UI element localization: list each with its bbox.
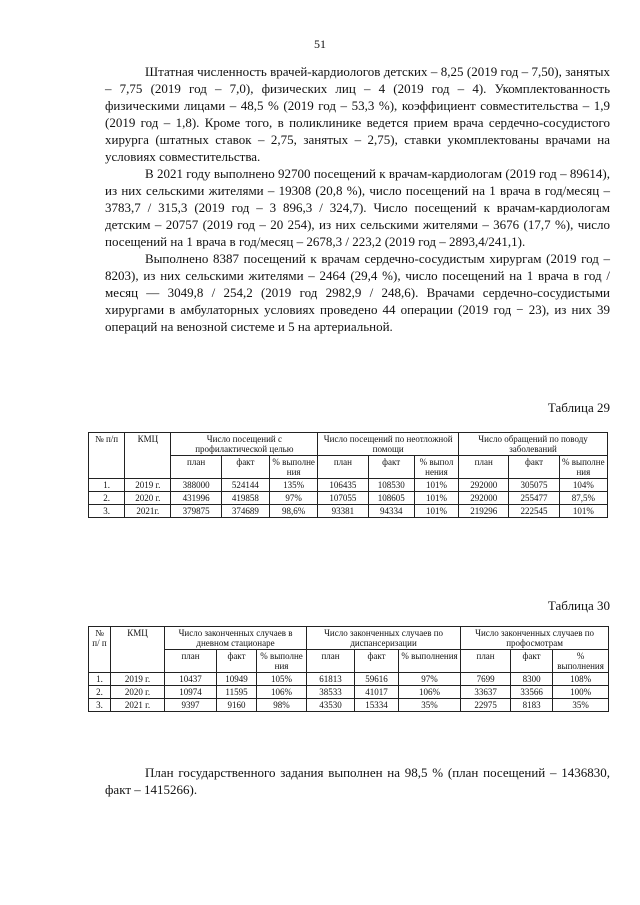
value-cell: 106% bbox=[399, 686, 461, 699]
page-number: 51 bbox=[314, 37, 326, 51]
value-cell: 419858 bbox=[221, 492, 269, 505]
header-emergency-visits: Число посещений по неотложной помощи bbox=[318, 433, 459, 456]
value-cell: 33566 bbox=[511, 686, 553, 699]
value-cell: 106% bbox=[257, 686, 307, 699]
header-percent: % выполне ния bbox=[257, 650, 307, 673]
value-cell: 108530 bbox=[368, 479, 414, 492]
value-cell: 222545 bbox=[509, 505, 559, 518]
value-cell: 135% bbox=[270, 479, 318, 492]
header-number: № п/п bbox=[89, 433, 125, 479]
table-row bbox=[89, 686, 609, 699]
table-29 bbox=[88, 432, 608, 518]
value-cell: 524144 bbox=[221, 479, 269, 492]
row-year-cell: 2019 г. bbox=[125, 479, 171, 492]
header-fact: факт bbox=[355, 650, 399, 673]
value-cell: 38533 bbox=[307, 686, 355, 699]
header-percent: % выполне ния bbox=[559, 456, 607, 479]
header-kmc: КМЦ bbox=[125, 433, 171, 479]
header-plan: план bbox=[307, 650, 355, 673]
value-cell: 33637 bbox=[461, 686, 511, 699]
row-number-cell: 3. bbox=[89, 505, 125, 518]
table-header-row bbox=[89, 627, 609, 650]
paragraph-state-assignment: План государственного задания выполнен на 98,5 % (план посещений – 1436830, факт – 1415266). bbox=[105, 765, 610, 797]
value-cell: 101% bbox=[559, 505, 607, 518]
table-30 bbox=[88, 626, 609, 712]
value-cell: 87,5% bbox=[559, 492, 607, 505]
value-cell: 11595 bbox=[217, 686, 257, 699]
header-percent: % выполне ния bbox=[270, 456, 318, 479]
value-cell: 22975 bbox=[461, 699, 511, 712]
table-30-caption: Таблица 30 bbox=[547, 598, 610, 613]
value-cell: 108% bbox=[553, 673, 609, 686]
value-cell: 8300 bbox=[511, 673, 553, 686]
paragraph-cardiologists-staff: Штатная численность врачей-кардиологов детских – 8,25 (2019 год – 7,50), занятых – 7,75 (2019 год – 7,0), физических лиц – 4 (2019 год – 4). Укомплектованность физическими лицами – 48,5 % (2019 год – 53,3 %), коэффициент совместительства – 1,9 (2019 год – 1,8). Кроме того, в поликлинике ведется прием врача сердечно-сосудистого хирурга (штатных ставок – 2,75, занятых – 2,75), ставки укомплектованы врачами на условиях совместительства. bbox=[105, 64, 610, 164]
value-cell: 98,6% bbox=[270, 505, 318, 518]
row-number-cell: 2. bbox=[89, 686, 111, 699]
value-cell: 107055 bbox=[318, 492, 368, 505]
header-fact: факт bbox=[368, 456, 414, 479]
value-cell: 10437 bbox=[165, 673, 217, 686]
value-cell: 7699 bbox=[461, 673, 511, 686]
value-cell: 61813 bbox=[307, 673, 355, 686]
row-number-cell: 1. bbox=[89, 479, 125, 492]
value-cell: 97% bbox=[399, 673, 461, 686]
value-cell: 94334 bbox=[368, 505, 414, 518]
value-cell: 35% bbox=[553, 699, 609, 712]
body-text bbox=[105, 63, 610, 335]
value-cell: 106435 bbox=[318, 479, 368, 492]
paragraph-cardiology-visits: В 2021 году выполнено 92700 посещений к врачам-кардиологам (2019 год – 89614), из них сельскими жителями – 19308 (20,8 %), число посещений на 1 врача в год/месяц – 3783,7 / 315,3 (2019 год – 3 896,3 / 324,7). Число посещений к врачам-кардиологам детским – 20757 (2019 год – 20 254), из них сельскими жителями – 3676 (17,7 %), число посещений на 1 врача в год/месяц – 2678,3 / 223,2 (2019 год – 2893,4/241,1). bbox=[105, 166, 610, 249]
header-fact: факт bbox=[221, 456, 269, 479]
table-row bbox=[89, 492, 608, 505]
table-header-row bbox=[89, 433, 608, 456]
value-cell: 292000 bbox=[459, 492, 509, 505]
row-year-cell: 2020 г. bbox=[111, 686, 165, 699]
paragraph-vascular-surgery: Выполнено 8387 посещений к врачам сердечно-сосудистым хирургам (2019 год – 8203), из них сельскими жителями – 2464 (29,4 %), число посещений на 1 врача в год / месяц — 3049,8 / 254,2 (2019 год 2982,9 / 248,6). Врачами сердечно-сосудистыми хирургами в амбулаторных условиях проведено 44 операции (2019 год − 23), из них 39 операций на венозной системе и 5 на артериальной. bbox=[105, 251, 610, 334]
table-row bbox=[89, 505, 608, 518]
value-cell: 255477 bbox=[509, 492, 559, 505]
value-cell: 10974 bbox=[165, 686, 217, 699]
value-cell: 104% bbox=[559, 479, 607, 492]
value-cell: 219296 bbox=[459, 505, 509, 518]
table-row bbox=[89, 699, 609, 712]
header-plan: план bbox=[461, 650, 511, 673]
value-cell: 374689 bbox=[221, 505, 269, 518]
header-plan: план bbox=[459, 456, 509, 479]
value-cell: 98% bbox=[257, 699, 307, 712]
header-number: № п/ п bbox=[89, 627, 111, 673]
value-cell: 431996 bbox=[171, 492, 221, 505]
value-cell: 101% bbox=[414, 505, 458, 518]
header-percent: % выпол нения bbox=[414, 456, 458, 479]
value-cell: 100% bbox=[553, 686, 609, 699]
table-29-caption: Таблица 29 bbox=[547, 400, 610, 415]
value-cell: 15334 bbox=[355, 699, 399, 712]
value-cell: 105% bbox=[257, 673, 307, 686]
row-number-cell: 2. bbox=[89, 492, 125, 505]
header-percent: % выполнения bbox=[399, 650, 461, 673]
header-checkup-cases: Число законченных случаев по профосмотрам bbox=[461, 627, 609, 650]
row-number-cell: 3. bbox=[89, 699, 111, 712]
row-year-cell: 2020 г. bbox=[125, 492, 171, 505]
value-cell: 10949 bbox=[217, 673, 257, 686]
value-cell: 8183 bbox=[511, 699, 553, 712]
value-cell: 9160 bbox=[217, 699, 257, 712]
table-row bbox=[89, 673, 609, 686]
value-cell: 43530 bbox=[307, 699, 355, 712]
value-cell: 9397 bbox=[165, 699, 217, 712]
row-year-cell: 2019 г. bbox=[111, 673, 165, 686]
header-fact: факт bbox=[511, 650, 553, 673]
header-plan: план bbox=[171, 456, 221, 479]
header-dispensary-cases: Число законченных случаев по диспансеризации bbox=[307, 627, 461, 650]
header-day-hospital-cases: Число законченных случаев в дневном стационаре bbox=[165, 627, 307, 650]
value-cell: 97% bbox=[270, 492, 318, 505]
header-percent: % выполнения bbox=[553, 650, 609, 673]
header-fact: факт bbox=[509, 456, 559, 479]
value-cell: 35% bbox=[399, 699, 461, 712]
value-cell: 292000 bbox=[459, 479, 509, 492]
value-cell: 101% bbox=[414, 479, 458, 492]
row-number-cell: 1. bbox=[89, 673, 111, 686]
value-cell: 93381 bbox=[318, 505, 368, 518]
header-prophylactic-visits: Число посещений с профилактической целью bbox=[171, 433, 318, 456]
value-cell: 41017 bbox=[355, 686, 399, 699]
value-cell: 379875 bbox=[171, 505, 221, 518]
row-year-cell: 2021 г. bbox=[111, 699, 165, 712]
header-fact: факт bbox=[217, 650, 257, 673]
table-subheader-row bbox=[89, 650, 609, 673]
value-cell: 305075 bbox=[509, 479, 559, 492]
value-cell: 101% bbox=[414, 492, 458, 505]
table-row bbox=[89, 479, 608, 492]
value-cell: 59616 bbox=[355, 673, 399, 686]
header-plan: план bbox=[165, 650, 217, 673]
row-year-cell: 2021г. bbox=[125, 505, 171, 518]
value-cell: 108605 bbox=[368, 492, 414, 505]
header-disease-appeals: Число обращений по поводу заболеваний bbox=[459, 433, 608, 456]
header-plan: план bbox=[318, 456, 368, 479]
header-kmc: КМЦ bbox=[111, 627, 165, 673]
value-cell: 388000 bbox=[171, 479, 221, 492]
table-30-body bbox=[89, 673, 609, 712]
table-29-body bbox=[89, 479, 608, 518]
